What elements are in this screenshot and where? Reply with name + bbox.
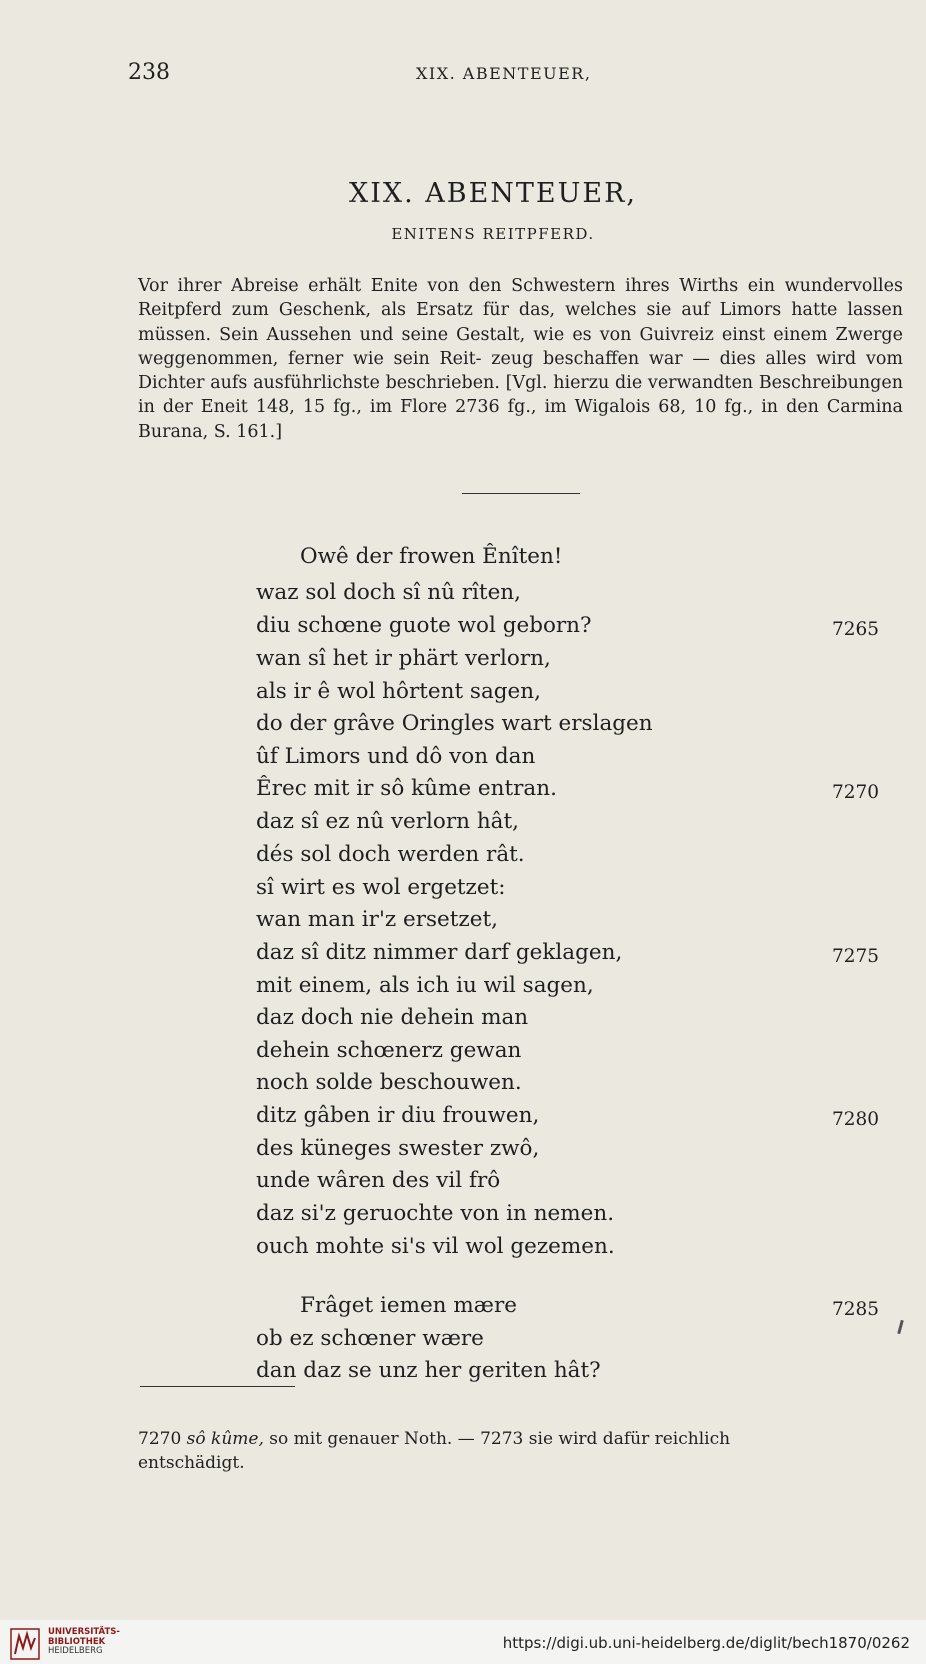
verse-line: Êrec mit ir sô kûme entran.	[256, 776, 557, 801]
summary-line: beschrieben. [Vgl. hierzu die verwandten Beschreibungen in der Eneit	[138, 373, 903, 418]
ink-mark	[897, 1320, 904, 1334]
verse-line: wan sî het ir phärt verlorn,	[256, 646, 551, 671]
library-name-line: BIBLIOTHEK	[48, 1636, 106, 1647]
running-title: XIX. ABENTEUER,	[416, 64, 592, 83]
university-library-logo-icon	[10, 1628, 40, 1660]
line-number: 7265	[832, 619, 880, 640]
verse-line: unde wâren des vil frô	[256, 1168, 501, 1193]
line-number: 7285	[832, 1299, 880, 1320]
verse-line: mit einem, als ich iu wil sagen,	[256, 973, 594, 998]
verse-line: daz doch nie dehein man	[256, 1005, 529, 1030]
verse-line: Owê der frowen Ênîten!	[300, 544, 563, 569]
verse-line: noch solde beschouwen.	[256, 1070, 522, 1095]
verse-line: waz sol doch sî nû rîten,	[256, 580, 521, 605]
summary-line: Burana, S. 161.]	[138, 421, 283, 442]
footnote-divider	[140, 1386, 295, 1387]
verse-line: sî wirt es wol ergetzet:	[256, 875, 506, 900]
chapter-subtitle: ENITENS REITPFERD.	[391, 225, 595, 243]
chapter-title: XIX. ABENTEUER,	[348, 178, 638, 209]
verse-line: ditz gâben ir diu frouwen,	[256, 1103, 540, 1128]
verse-line: ob ez schœner wære	[256, 1326, 484, 1351]
verse-line: daz sî ez nû verlorn hât,	[256, 809, 519, 834]
verse-line: daz sî ditz nimmer darf geklagen,	[256, 940, 623, 965]
permalink-url[interactable]: https://digi.ub.uni-heidelberg.de/diglit/bech1870/0262	[502, 1634, 910, 1652]
verse-line: ouch mohte si's vil wol gezemen.	[256, 1234, 615, 1259]
verse-line: ûf Limors und dô von dan	[256, 744, 536, 769]
line-number: 7275	[832, 946, 880, 967]
footnote-text: sie wird dafür reichlich	[528, 1429, 731, 1449]
verse-line: dehein schœnerz gewan	[256, 1038, 522, 1063]
footnote-line-number: 7273	[480, 1429, 524, 1449]
summary-line: wundervolles Reitpferd zum Geschenk, als Ersatz für das, welches sie	[138, 276, 903, 321]
summary-line: es von Guivreiz einst einem Zwerge weggenommen, ferner wie sein Reit-	[138, 324, 903, 369]
verse-line: als ir ê wol hôrtent sagen,	[256, 679, 541, 704]
footnote-dash: —	[457, 1429, 475, 1449]
line-number: 7280	[832, 1109, 880, 1130]
verse-line: daz si'z geruochte von in nemen.	[256, 1201, 615, 1226]
footnote-line-number: 7270	[138, 1429, 182, 1449]
footnote-text: so mit genauer Noth.	[269, 1429, 453, 1449]
verse-line: diu schœne guote wol geborn?	[256, 613, 592, 638]
summary-line: 148, 15 fg., im Flore 2736 fg., im Wigalois 68, 10 fg., in den Carmina	[255, 397, 903, 418]
verse-line: wan man ir'z ersetzet,	[256, 907, 498, 932]
library-name-line: UNIVERSITÄTS-	[48, 1627, 120, 1637]
summary-line: zeug beschaffen war — dies alles wird vom Dichter aufs ausführlichste	[138, 348, 903, 394]
page-number: 238	[128, 60, 170, 85]
footnote-text: entschädigt.	[138, 1452, 245, 1473]
footnote	[138, 1428, 906, 1475]
verse-line: des küneges swester zwô,	[256, 1136, 540, 1161]
section-divider	[462, 493, 580, 494]
verse-line: dan daz se unz her geriten hât?	[256, 1358, 601, 1383]
verse-line: do der grâve Oringles wart erslagen	[256, 711, 653, 736]
library-name-line: HEIDELBERG	[48, 1646, 103, 1656]
library-name	[48, 1628, 120, 1657]
chapter-summary	[138, 274, 903, 444]
footnote-lemma: sô kûme,	[186, 1429, 264, 1449]
line-number: 7270	[832, 782, 880, 803]
verse-line: Frâget iemen mære	[300, 1293, 517, 1318]
verse-line: dés sol doch werden rât.	[256, 842, 525, 867]
summary-line: Vor ihrer Abreise erhält Enite von den Schwestern ihres Wirths ein	[138, 276, 775, 296]
summary-line: auf Limors hatte lassen müssen. Sein Aussehen und seine Gestalt, wie	[138, 300, 903, 345]
